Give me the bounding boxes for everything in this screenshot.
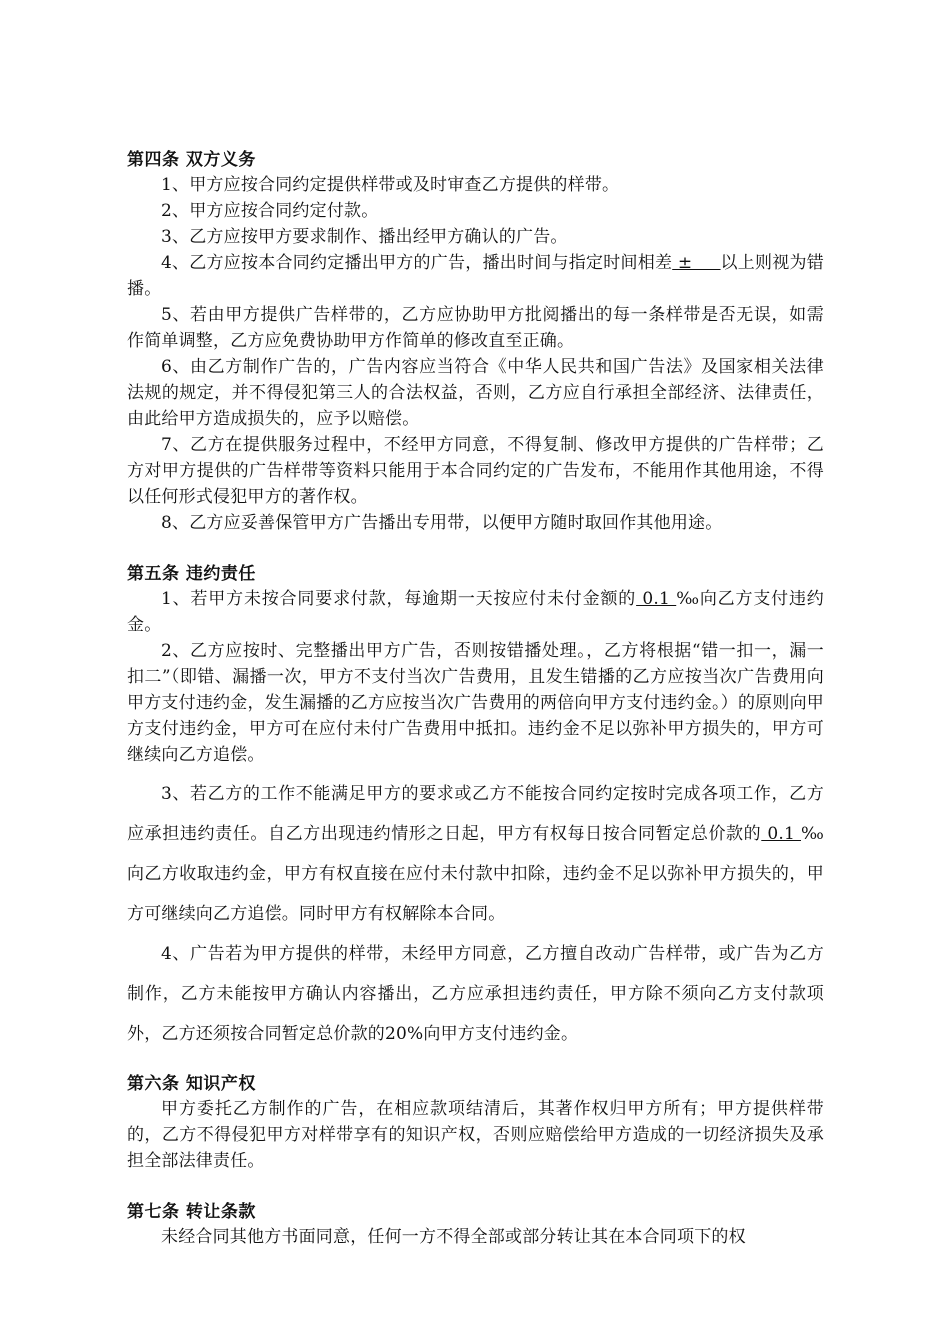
section-obligations — [127, 148, 824, 536]
section-heading: 第七条 转让条款 — [127, 1202, 256, 1222]
clause-paragraph: 未经合同其他方书面同意，任何一方不得全部或部分转让其在本合同项下的权 — [161, 1227, 746, 1247]
clause-paragraph — [127, 586, 824, 638]
spacer — [127, 1174, 824, 1200]
clause-paragraph — [127, 250, 824, 302]
section-heading: 第四条 双方义务 — [127, 150, 256, 170]
clause-paragraph — [127, 774, 824, 934]
section-ip — [127, 1072, 824, 1174]
clause-paragraph: 4、广告若为甲方提供的样带，未经甲方同意，乙方擅自改动广告样带，或广告为乙方制作，乙方未能按甲方确认内容播出，乙方应承担违约责任，甲方除不须向乙方支付款项外，乙方还须按合同暂定总价款的20%向甲方支付违约金。 — [127, 944, 824, 1044]
clause-text: ‰向乙方支付违约金。 — [127, 589, 825, 635]
section-heading: 第六条 知识产权 — [127, 1074, 256, 1094]
section-liability — [127, 562, 824, 1054]
fill-in-blank: 0.1 — [761, 824, 801, 844]
section-heading: 第五条 违约责任 — [127, 564, 256, 584]
clause-paragraph: 6、由乙方制作广告的，广告内容应当符合《中华人民共和国广告法》及国家相关法律法规的规定，并不得侵犯第三人的合法权益，否则，乙方应自行承担全部经济、法律责任，由此给甲方造成损失的，应予以赔偿。 — [127, 357, 824, 429]
clause-paragraph: 1、甲方应按合同约定提供样带或及时审查乙方提供的样带。 — [161, 175, 620, 195]
clause-paragraph: 甲方委托乙方制作的广告，在相应款项结清后，其著作权归甲方所有；甲方提供样带的，乙方不得侵犯甲方对样带享有的知识产权，否则应赔偿给甲方造成的一切经济损失及承担全部法律责任。 — [127, 1099, 824, 1171]
clause-paragraph: 5、若由甲方提供广告样带的，乙方应协助甲方批阅播出的每一条样带是否无误，如需作简单调整，乙方应免费协助甲方作简单的修改直至正确。 — [127, 305, 824, 351]
fill-in-blank: 0.1 — [636, 589, 677, 609]
clause-text: 4、乙方应按本合同约定播出甲方的广告，播出时间与指定时间相差 — [161, 253, 673, 273]
document-body — [127, 148, 824, 1250]
clause-paragraph: 7、乙方在提供服务过程中，不经甲方同意，不得复制、修改甲方提供的广告样带；乙方对甲方提供的广告样带等资料只能用于本合同约定的广告发布，不能用作其他用途，不得以任何形式侵犯甲方的著作权。 — [127, 435, 824, 507]
clause-text: ‰向乙方收取违约金，甲方有权直接在应付未付款中扣除，违约金不足以弥补甲方损失的，甲方可继续向乙方追偿。同时甲方有权解除本合同。 — [127, 824, 824, 924]
clause-paragraph: 8、乙方应妥善保管甲方广告播出专用带，以便甲方随时取回作其他用途。 — [161, 513, 723, 533]
clause-text: 以上则视为错播。 — [127, 253, 824, 299]
clause-paragraph: 3、乙方应按甲方要求制作、播出经甲方确认的广告。 — [161, 227, 568, 247]
clause-text: 1、若甲方未按合同要求付款，每逾期一天按应付未付金额的 — [161, 589, 637, 609]
clause-paragraph: 2、乙方应按时、完整播出甲方广告，否则按错播处理。，乙方将根据“错一扣一，漏一扣二”（即错、漏播一次，甲方不支付当次广告费用，且发生错播的乙方应按当次广告费用向甲方支付违约金，发生漏播的乙方应按当次广告费用的两倍向甲方支付违约金。）的原则向甲方支付违约金，甲方可在应付未付广告费用中抵扣。违约金不足以弥补甲方损失的，甲方可继续向乙方追偿。 — [127, 641, 824, 765]
spacer — [127, 1054, 824, 1072]
section-transfer — [127, 1200, 824, 1250]
fill-in-blank: ± — [672, 253, 721, 273]
clause-paragraph: 2、甲方应按合同约定付款。 — [161, 201, 379, 221]
spacer — [127, 536, 824, 562]
clause-text: 3、若乙方的工作不能满足甲方的要求或乙方不能按合同约定按时完成各项工作，乙方应承担违约责任。自乙方出现违约情形之日起，甲方有权每日按合同暂定总价款的 — [127, 784, 824, 844]
